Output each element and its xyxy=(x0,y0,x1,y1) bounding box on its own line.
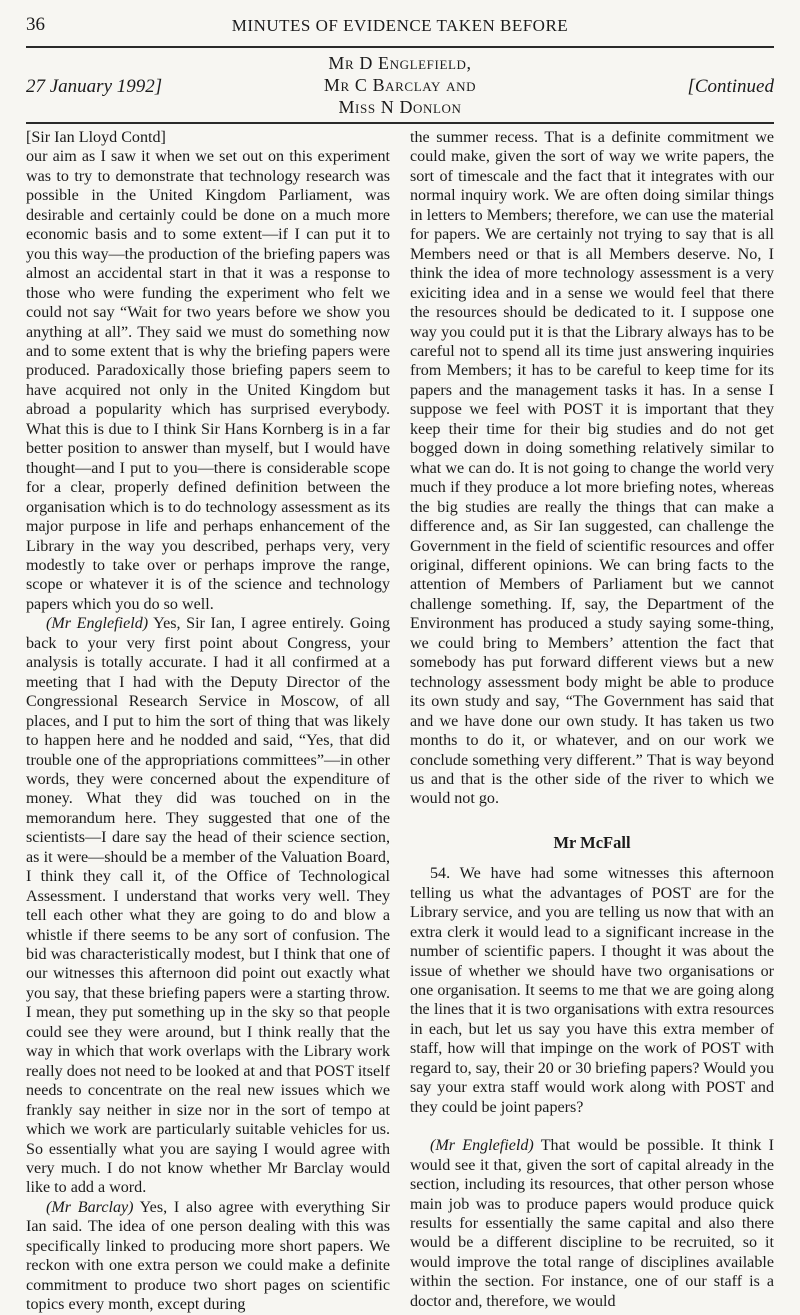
right-column xyxy=(410,128,774,1310)
left-paragraph-3: (Mr Barclay) Yes, I also agree with everything Sir Ian said. The idea of one person dealing with this was specifically linked to producing more short papers. We reckon with one extra person we could make a definite commitment to produce two short pages on scientific topics every month, except during xyxy=(26,1198,390,1314)
running-title: MINUTES OF EVIDENCE TAKEN BEFORE xyxy=(231,16,569,35)
speaker-englefield: (Mr Englefield) xyxy=(46,615,149,633)
right-paragraph-1: the summer recess. That is a definite commitment we could make, given the sort of way we write papers, the sort of timescale and the fact that it integrates with our normal inquiry work. We are often doing similar things in letters to Members; therefore, we can use the material for papers. We are certainly not trying to say that is all Members need or that is all Members deserve. No, I think the idea of more technology assessment is a very exiciting idea and in a sense we would feel that there the resources should be dedicated to it. I suppose one way you could put it is that the Library always has to be careful not to spend all its time just answering inquiries from Members; it has to be careful to keep time for its papers and the management tasks it has. In a sense I suppose we feel with POST it is important that they keep their time for their big studies and do not get bogged down in doing something relatively similar to what we can do. It is not going to change the world very much if they produce a lot more briefing notes, whereas the big studies are really the things that can make a difference and, as Sir Ian suggested, can challenge the Government in the field of scientific resources and offer original, different opinions. We can bring facts to the attention of Members of Parliament but we cannot challenge something. If, say, the Department of the Environment has produced a study saying some-thing, we could bring to Members’ attention the fact that somebody has put forward different views but a new technology assessment body might be able to produce its own study and say, “The Government has said that and we have done our own study. It has taken us two months to do it, or whatever, and on our work we conclude something very different.” That is way beyond us and that is the other side of the river to which we would not go. xyxy=(410,129,774,808)
left-column xyxy=(26,128,390,1314)
witness-line-1: Mr D Englefield, xyxy=(328,53,472,73)
right-paragraph-3: (Mr Englefield) That would be possible. It think I would see it that, given the sort of capital already in the section, including its resources, that other person whose main job was to produce papers would produce quick results for essentially the same capital and also there would be a different discipline to be recruited, so it would improve the total range of disciplines available within the section. For instance, one of our staff is a doctor and, therefore, we would xyxy=(410,1137,774,1310)
header-rule xyxy=(26,46,774,48)
section-heading-mcfall: Mr McFall xyxy=(553,832,631,852)
right-paragraph-2: 54. We have had some witnesses this afternoon telling us what the advantages of POST are for the Library service, and you are telling us now that with an extra clerk it would lead to a significant increase in the number of scientific papers. I thought it was about the issue of whether we should have two organisations or one organisation. It seems to me that we are going along the lines that it is two organisations with extra resources in each, but let us say you have this extra member of staff, how will that impinge on the work of POST with regard to, say, their 20 or 30 briefing papers? Would you say your extra staff would work along with POST and they could be joint papers? xyxy=(410,865,774,1116)
page-header xyxy=(26,6,774,36)
witness-rule xyxy=(26,122,774,124)
witness-line-2: Mr C Barclay and xyxy=(323,75,477,95)
session-date: 27 January 1992] xyxy=(26,76,163,97)
page-number: 36 xyxy=(26,14,45,35)
paragraph-gap xyxy=(410,1117,774,1136)
witness-block xyxy=(26,52,774,118)
continued-label: [Continued xyxy=(687,76,774,97)
speaker-label: [Sir Ian Lloyd Contd] xyxy=(26,129,166,146)
speaker-barclay: (Mr Barclay) xyxy=(46,1198,134,1216)
witness-line-3: Miss N Donlon xyxy=(338,97,462,117)
left-paragraph-2: (Mr Englefield) Yes, Sir Ian, I agree entirely. Going back to your very first point about Congress, your analysis is totally accurate. I had it all confirmed at a meeting that I had with the Deputy Director of the Congressional Research Service in Moscow, of all places, and I put to him the sort of thing that was likely to happen here and he nodded and said, “Yes, that did trouble one of the appropriations committees”—in other words, they were concerned about the expenditure of money. What they did was touched on in the memorandum here. They suggested that one of the scientists—I dare say the head of their science section, as it were—should be a member of the Valuation Board, I think they call it, of the Office of Technological Assessment. I understand that works very well. They tell each other what they are going to do and blow a whistle if there seems to be any sort of confusion. The bid was characteristically modest, but I think that one of our witnesses this afternoon did point out exactly what you say, that these briefing papers were a starting throw. I mean, they put something up in the sky so that people could see they were around, but I think really that the way in which that work overlaps with the Library work really does not need to be looked at and that POST itself needs to concentrate on the real new issues which we frankly say neither in size nor in the sort of tempo at which we work are particularly suitable vehicles for us. So essentially what you are saying I would agree with very much. I do not know whether Mr Barclay would like to add a word. xyxy=(26,615,390,1197)
body-columns xyxy=(26,128,774,1314)
speaker-englefield-2: (Mr Englefield) xyxy=(430,1137,534,1155)
left-paragraph-1: our aim as I saw it when we set out on this experiment was to try to demonstrate that technology research was possible in the United Kingdom Parliament, was desirable and certainly could be done on a much more economic basis and to some extent—if I can put it to you this way—the production of the briefing papers was almost an accidental start in that it was a response to those who were funding the experiment who felt we could not say “Wait for two years before we show you anything at all”. They said we must do something now and to some extent that is why the briefing papers were produced. Paradoxically those briefing papers seem to have acquired not only in the United Kingdom but abroad a popularity which has surprised everybody. What this is due to I think Sir Hans Kornberg is in a far better position to answer than myself, but I would have thought—and I put to you—there is considerable scope for a clear, properly defined definition between the organisation which is to do technology assessment as its major purpose in life and perhaps enhancement of the Library in the way you described, perhaps very, very modestly to take over or perhaps improve the range, scope or whatever it is of the science and technology papers which you do so well. xyxy=(26,148,390,613)
